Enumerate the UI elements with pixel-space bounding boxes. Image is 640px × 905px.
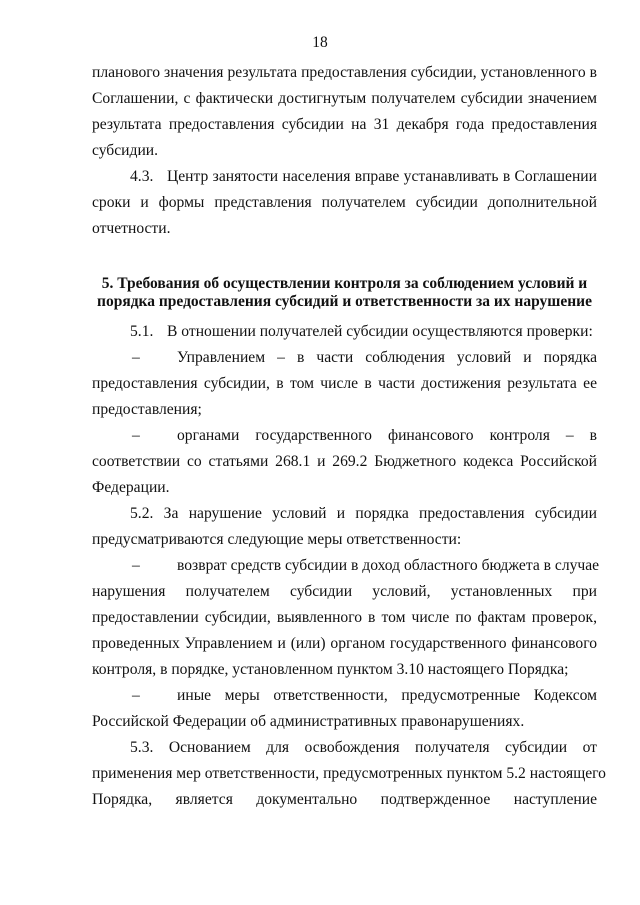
text-line: Российской Федерации об административных правонарушениях. xyxy=(92,713,525,730)
text-line: 5.2. За нарушение условий и порядка предоставления субсидии xyxy=(130,505,597,522)
text-line: субсидии. xyxy=(92,142,159,159)
text-line: планового значения результата предоставления субсидии, установленного в xyxy=(92,64,597,81)
text-line: иные меры ответственности, предусмотренные Кодексом xyxy=(177,687,597,704)
dash-item-line xyxy=(92,553,600,579)
dash-item-line xyxy=(92,683,597,709)
text-line: предоставлении субсидии, выявленного в том числе по фактам проверок, xyxy=(92,609,597,626)
document-body xyxy=(92,60,606,813)
text-line: проведенных Управлением и (или) органом государственного финансового xyxy=(92,635,597,652)
text-line: предоставления; xyxy=(92,401,202,418)
section-heading: 5. Требования об осуществлении контроля за соблюдением условий и xyxy=(101,275,588,292)
text-line: 5.3. Основанием для освобождения получателя субсидии от xyxy=(130,739,597,756)
text-line: нарушения получателем субсидии условий, установленных при xyxy=(92,583,597,600)
dash-item-line xyxy=(92,345,597,371)
dash-marker: – xyxy=(132,687,140,704)
text-line: Соглашении, с фактически достигнутым получателем субсидии значением xyxy=(92,90,597,107)
text-line: сроки и формы представления получателем субсидии дополнительной xyxy=(92,194,597,211)
text-line: В отношении получателей субсидии осуществляются проверки: xyxy=(167,323,593,340)
text-line: Порядка, является документально подтвержденное наступление xyxy=(92,791,597,808)
text-line: Федерации. xyxy=(92,479,170,496)
dash-marker: – xyxy=(132,557,140,574)
item-number: 4.3. xyxy=(130,168,154,185)
dash-marker: – xyxy=(132,349,140,366)
text-line: контроля, в порядке, установленном пунктом 3.10 настоящего Порядка; xyxy=(92,661,569,678)
paragraph-5-1-line xyxy=(92,319,597,345)
page-number: 18 xyxy=(312,34,328,51)
text-line: отчетности. xyxy=(92,220,171,237)
text-line: возврат средств субсидии в доход областного бюджета в случае xyxy=(177,557,600,574)
text-line: предусматриваются следующие меры ответственности: xyxy=(92,531,462,548)
text-line: Центр занятости населения вправе устанавливать в Соглашении xyxy=(167,168,597,185)
paragraph-4-3-line xyxy=(92,164,597,190)
section-heading: порядка предоставления субсидий и ответственности за их нарушение xyxy=(97,293,592,310)
text-line: органами государственного финансового контроля – в xyxy=(177,427,597,444)
text-line: применения мер ответственности, предусмотренных пунктом 5.2 настоящего xyxy=(92,765,606,782)
text-line: предоставления субсидии, в том числе в части достижения результата ее xyxy=(92,375,597,392)
item-number: 5.1. xyxy=(130,323,154,340)
dash-marker: – xyxy=(132,427,140,444)
text-line: соответствии со статьями 268.1 и 269.2 Бюджетного кодекса Российской xyxy=(92,453,597,470)
dash-item-line xyxy=(92,423,597,449)
text-line: результата предоставления субсидии на 31 декабря года предоставления xyxy=(92,116,597,133)
text-line: Управлением – в части соблюдения условий и порядка xyxy=(177,349,597,366)
